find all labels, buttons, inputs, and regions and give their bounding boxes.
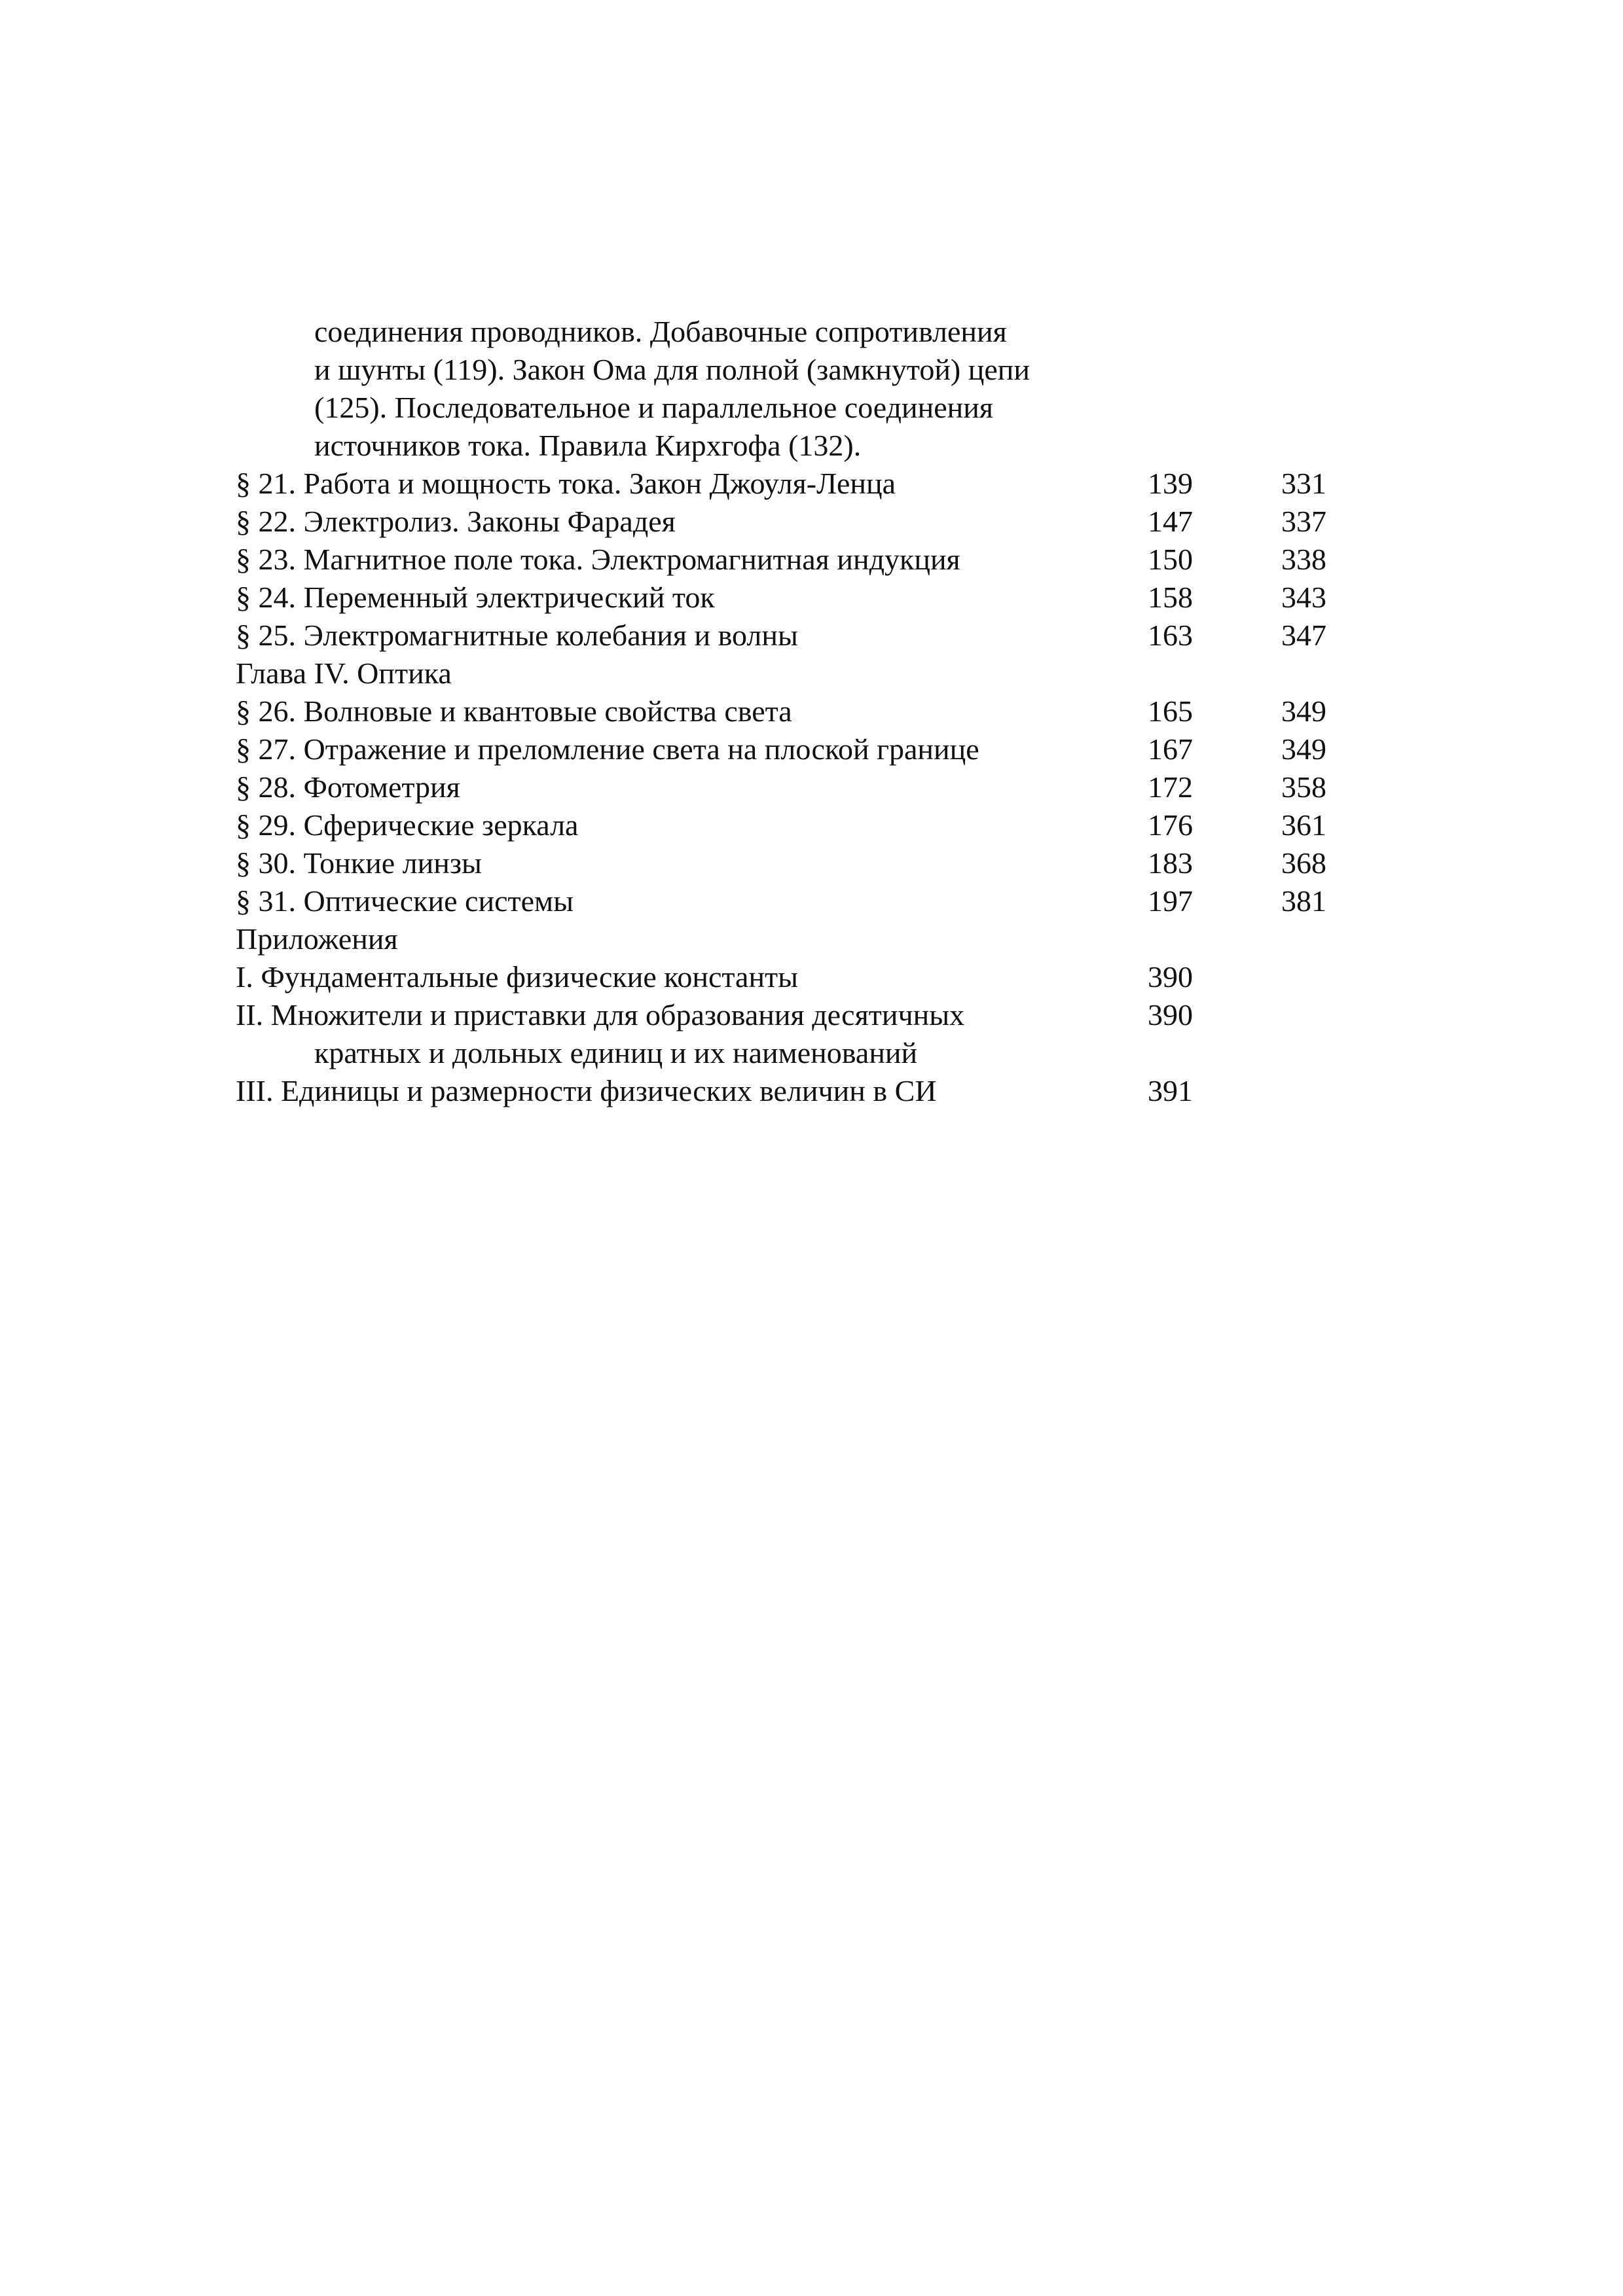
toc-entry-title: § 25. Электромагнитные колебания и волны [236, 619, 798, 652]
toc-continuation-line [236, 427, 1349, 465]
toc-appendix-heading [236, 920, 1349, 958]
toc-entry-section-28 [236, 768, 1349, 806]
toc-entry-page-problems: 158 [1148, 581, 1193, 614]
toc-entry-page-problems: 147 [1148, 505, 1193, 538]
toc-entry-page-answers: 343 [1281, 581, 1326, 614]
toc-entry-title: II. Множители и приставки для образования десятичных [236, 998, 965, 1031]
toc-entry-section-26 [236, 692, 1349, 730]
toc-chapter-heading [236, 655, 1349, 692]
toc-continuation-text: источников тока. Правила Кирхгофа (132). [314, 429, 862, 462]
toc-entry-title: § 27. Отражение и преломление света на плоской границе [236, 732, 979, 766]
toc-entry-page-problems: 176 [1148, 808, 1193, 842]
toc-entry-page-answers: 331 [1281, 467, 1326, 500]
toc-entry-page-answers: 368 [1281, 846, 1326, 880]
toc-entry-appendix-2-continuation [236, 1034, 1349, 1072]
toc-entry-section-21 [236, 465, 1349, 503]
toc-entry-page-problems: 167 [1148, 732, 1193, 766]
toc-entry-section-30 [236, 844, 1349, 882]
toc-entry-section-31 [236, 882, 1349, 920]
toc-continuation-line [236, 389, 1349, 427]
toc-entry-title: § 31. Оптические системы [236, 884, 574, 918]
toc-entry-title: III. Единицы и размерности физических величин в СИ [236, 1074, 937, 1107]
toc-entry-page: 391 [1148, 1074, 1193, 1107]
toc-entry-section-25 [236, 617, 1349, 655]
toc-entry-page-answers: 349 [1281, 732, 1326, 766]
toc-entry-title: § 21. Работа и мощность тока. Закон Джоуля-Ленца [236, 467, 896, 500]
toc-entry-title: § 26. Волновые и квантовые свойства света [236, 694, 792, 728]
toc-entry-page-answers: 338 [1281, 543, 1326, 576]
toc-entry-title: I. Фундаментальные физические константы [236, 960, 799, 994]
toc-entry-section-24 [236, 579, 1349, 617]
toc-entry-page-problems: 150 [1148, 543, 1193, 576]
toc-entry-title-continuation: кратных и дольных единиц и их наименований [314, 1036, 918, 1069]
toc-entry-page-problems: 165 [1148, 694, 1193, 728]
toc-entry-page-answers: 349 [1281, 694, 1326, 728]
toc-continuation-text: (125). Последовательное и параллельное соединения [314, 391, 994, 424]
toc-entry-appendix-1 [236, 958, 1349, 996]
toc-entry-section-22 [236, 503, 1349, 541]
toc-entry-section-23 [236, 541, 1349, 579]
toc-continuation-text: и шунты (119). Закон Ома для полной (замкнутой) цепи [314, 353, 1030, 386]
toc-entry-section-27 [236, 730, 1349, 768]
toc-entry-page-answers: 337 [1281, 505, 1326, 538]
toc-entry-section-29 [236, 806, 1349, 844]
toc-entry-page-problems: 172 [1148, 770, 1193, 804]
toc-entry-appendix-2 [236, 996, 1349, 1034]
toc-entry-page-answers: 347 [1281, 619, 1326, 652]
toc-entry-title: § 28. Фотометрия [236, 770, 460, 804]
toc-entry-title: § 30. Тонкие линзы [236, 846, 482, 880]
chapter-4-title: Глава IV. Оптика [236, 656, 452, 690]
toc-entry-page-answers: 381 [1281, 884, 1326, 918]
toc-entry-title: § 24. Переменный электрический ток [236, 581, 715, 614]
toc-entry-title: § 22. Электролиз. Законы Фарадея [236, 505, 676, 538]
toc-entry-page-problems: 163 [1148, 619, 1193, 652]
table-of-contents [236, 313, 1349, 1110]
toc-entry-page-problems: 139 [1148, 467, 1193, 500]
toc-entry-page-problems: 197 [1148, 884, 1193, 918]
appendices-title: Приложения [236, 922, 398, 956]
toc-entry-page-answers: 361 [1281, 808, 1326, 842]
toc-entry-page-problems: 183 [1148, 846, 1193, 880]
toc-entry-title: § 29. Сферические зеркала [236, 808, 579, 842]
toc-continuation-text: соединения проводников. Добавочные сопротивления [314, 315, 1007, 348]
toc-continuation-line [236, 313, 1349, 351]
toc-entry-page: 390 [1148, 998, 1193, 1031]
toc-entry-page-answers: 358 [1281, 770, 1326, 804]
toc-entry-page: 390 [1148, 960, 1193, 994]
toc-entry-appendix-3 [236, 1072, 1349, 1110]
toc-entry-title: § 23. Магнитное поле тока. Электромагнитная индукция [236, 543, 960, 576]
toc-continuation-line [236, 351, 1349, 389]
